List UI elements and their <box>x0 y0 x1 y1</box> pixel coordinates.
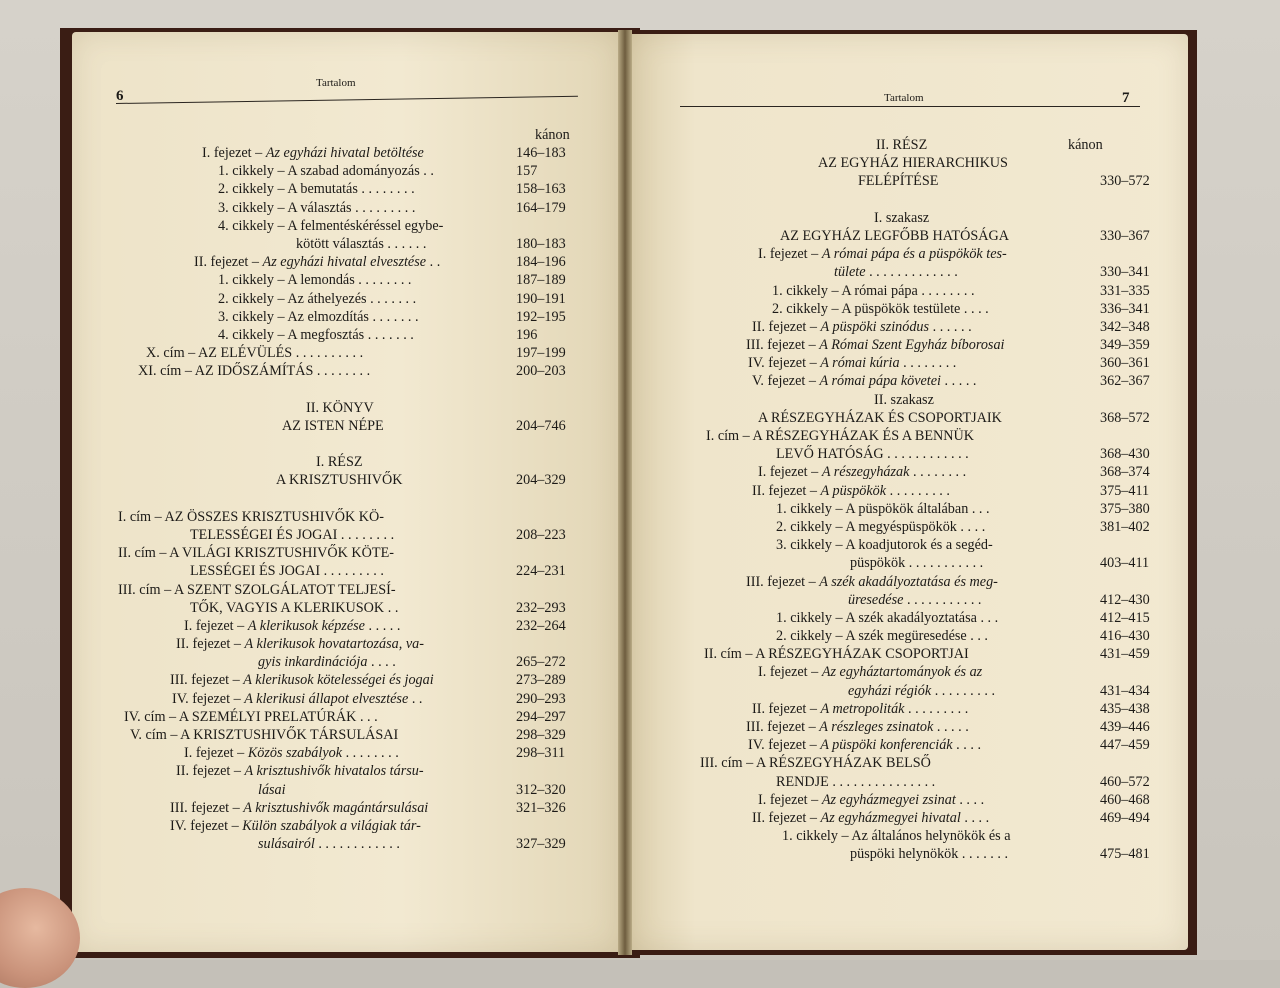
toc-entry-title <box>700 754 931 772</box>
toc-entry-title <box>758 409 1002 427</box>
toc-entry-segment: sulásairól <box>258 836 315 853</box>
toc-entry-title <box>776 445 969 463</box>
toc-row <box>0 791 1200 809</box>
toc-entry-segment: AZ ISTEN NÉPE <box>282 417 384 434</box>
toc-row <box>0 754 1200 772</box>
toc-entry-segment: püspökök . . . . . . . . . . . <box>850 555 984 572</box>
toc-entry-segment: tülete <box>834 264 866 281</box>
toc-entry-title <box>776 627 988 645</box>
toc-entry-segment: . . . . . . . . . . . . . <box>865 264 958 281</box>
toc-entry-canon: 321–326 <box>516 799 566 816</box>
toc-entry-title <box>776 609 998 627</box>
toc-entry-canon: 232–264 <box>516 617 566 634</box>
toc-entry-segment: 2. cikkely – A püspökök testülete . . . . <box>772 300 989 317</box>
toc-entry-segment: IV. fejezet – <box>170 817 243 834</box>
toc-entry-segment: püspöki helynökök . . . . . . . <box>850 846 1009 863</box>
toc-entry-canon: 403–411 <box>1100 555 1150 572</box>
toc-entry-segment: II. fejezet – <box>752 482 821 499</box>
toc-entry-canon: 439–446 <box>1100 719 1150 735</box>
toc-entry-canon: 362–367 <box>1100 373 1150 390</box>
toc-entry-segment: II. RÉSZ <box>876 137 928 153</box>
toc-entry-segment: A klerikusok kötelességei és jogai <box>243 672 434 689</box>
toc-entry-segment: I. fejezet – <box>758 664 822 681</box>
toc-entry-segment: egyházi régiók <box>848 682 932 699</box>
toc-row <box>0 518 1200 536</box>
toc-entry-segment: II. fejezet – <box>176 636 245 653</box>
toc-entry-segment: I. fejezet – <box>184 745 248 762</box>
toc-entry-segment: A részegyházak <box>821 464 910 481</box>
toc-entry-title <box>746 718 969 736</box>
toc-row <box>0 282 1200 300</box>
toc-entry-title <box>782 827 1011 845</box>
toc-entry-segment: TŐK, VAGYIS A KLERIKUSOK . . <box>190 599 399 616</box>
toc-row <box>0 663 1200 681</box>
toc-entry-canon: 349–359 <box>1100 337 1150 354</box>
toc-entry-segment: Az egyházi hivatal betöltése <box>265 145 424 161</box>
toc-entry-segment: Az egyháztartományok és az <box>821 664 983 681</box>
toc-entry-title <box>818 154 1008 172</box>
toc-row <box>0 809 1200 827</box>
toc-entry-canon: 381–402 <box>1100 518 1150 535</box>
toc-entry-canon: 164–179 <box>516 199 566 216</box>
toc-entry-segment: 1. cikkely – A szék akadályoztatása . . . <box>776 609 999 626</box>
toc-row <box>0 154 1200 172</box>
toc-entry-segment: II. fejezet – <box>176 763 245 780</box>
toc-entry-title <box>834 263 958 281</box>
toc-entry-title <box>850 554 983 572</box>
toc-entry-segment: A RÉSZEGYHÁZAK ÉS CSOPORTJAIK <box>758 409 1002 426</box>
toc-entry-segment: 3. cikkely – A koadjutorok és a segéd- <box>776 537 993 554</box>
toc-row <box>0 536 1200 554</box>
left-running-head: Tartalom <box>316 77 356 89</box>
toc-entry-title <box>858 172 938 190</box>
toc-entry-canon: 196 <box>516 326 538 343</box>
toc-entry-segment: gyis inkardinációja <box>258 654 368 671</box>
toc-entry-segment: Közös szabályok <box>247 745 343 762</box>
toc-entry-segment: Az egyházmegyei zsinat <box>821 791 956 808</box>
toc-entry-canon: 475–481 <box>1100 846 1150 863</box>
toc-row <box>0 336 1200 354</box>
toc-entry-title <box>758 245 1007 263</box>
toc-entry-canon: 375–380 <box>1100 500 1150 517</box>
toc-entry-canon: 330–367 <box>1100 227 1150 244</box>
toc-entry-segment: A püspöki szinódus <box>820 318 930 335</box>
toc-row <box>0 191 1200 209</box>
toc-entry-canon: 368–572 <box>1100 409 1150 426</box>
toc-row <box>0 209 1200 227</box>
toc-entry-canon: 184–196 <box>516 254 566 271</box>
toc-entry-segment: . . <box>426 254 441 271</box>
toc-entry-canon: 368–374 <box>1100 464 1150 481</box>
toc-entry-canon: 204–746 <box>516 417 566 434</box>
toc-entry-segment: Az egyházi hivatal elvesztése <box>262 254 427 271</box>
toc-entry-segment: III. cím – A RÉSZEGYHÁZAK BELSŐ <box>700 755 931 772</box>
toc-entry-segment: Külön szabályok a világiak tár- <box>242 817 421 834</box>
left-kanon-label: kánon <box>535 127 570 143</box>
toc-entry-segment: A Római Szent Egyház bíborosai <box>819 337 1005 354</box>
toc-entry-canon: 368–430 <box>1100 446 1150 463</box>
toc-entry-title <box>850 845 1008 863</box>
toc-entry-canon: 460–572 <box>1100 773 1150 790</box>
toc-entry-segment: I. fejezet – <box>758 464 822 481</box>
toc-entry-title <box>746 573 998 591</box>
toc-entry-segment: II. fejezet – <box>752 318 821 335</box>
toc-entry-segment: . . . . <box>952 737 981 754</box>
toc-entry-title <box>772 300 989 318</box>
toc-entry-canon: 331–335 <box>1100 282 1150 299</box>
toc-entry-segment: A püspökök <box>820 482 887 499</box>
toc-entry-canon: 469–494 <box>1100 809 1150 826</box>
toc-entry-canon: 460–468 <box>1100 791 1150 808</box>
toc-entry-title <box>704 645 969 663</box>
toc-entry-canon: 312–320 <box>516 781 566 798</box>
toc-entry-title <box>874 391 934 409</box>
toc-entry-title <box>748 736 981 754</box>
toc-entry-segment: A püspöki konferenciák <box>820 737 953 754</box>
toc-entry-segment: LEVŐ HATÓSÁG . . . . . . . . . . . . <box>776 446 969 463</box>
toc-entry-segment: lásai <box>258 781 286 798</box>
toc-entry-canon: 197–199 <box>516 345 566 362</box>
toc-entry-canon: 200–203 <box>516 363 566 380</box>
toc-entry-canon: 431–434 <box>1100 682 1150 699</box>
toc-entry-canon: 336–341 <box>1100 300 1150 317</box>
toc-entry-canon: 431–459 <box>1100 646 1150 663</box>
toc-row <box>0 827 1200 845</box>
toc-row <box>0 573 1200 591</box>
toc-entry-segment: XI. cím – AZ IDŐSZÁMÍTÁS . . . . . . . . <box>138 363 371 380</box>
toc-entry-segment: . . . . <box>367 654 396 671</box>
toc-row <box>0 463 1200 481</box>
toc-entry-canon: 416–430 <box>1100 628 1150 645</box>
toc-entry-title <box>780 227 1009 245</box>
toc-entry-canon: 298–329 <box>516 727 566 743</box>
toc-entry-segment: I. fejezet – <box>758 246 822 263</box>
toc-entry-segment: IV. cím – A SZEMÉLYI PRELATÚRÁK . . . <box>124 708 378 725</box>
toc-entry-segment: A krisztushivők magántársulásai <box>243 799 429 816</box>
toc-entry-segment: III. fejezet – <box>170 672 244 689</box>
toc-row <box>0 227 1200 245</box>
toc-entry-canon: 435–438 <box>1100 700 1150 717</box>
toc-entry-canon: 412–430 <box>1100 591 1150 608</box>
toc-entry-title <box>752 809 989 827</box>
toc-entry-segment: Az egyházmegyei hivatal <box>820 809 961 826</box>
toc-entry-canon: 146–183 <box>516 145 566 161</box>
toc-row <box>0 245 1200 263</box>
toc-entry-segment: I. szakasz <box>874 209 930 226</box>
toc-entry-segment: . . . . . <box>364 617 401 634</box>
toc-entry-segment: IV. fejezet – <box>748 355 821 372</box>
toc-entry-segment: 1. cikkely – Az általános helynökök és a <box>782 828 1011 845</box>
toc-entry-segment: II. fejezet – <box>194 254 263 271</box>
toc-entry-segment: I. cím – A RÉSZEGYHÁZAK ÉS A BENNÜK <box>706 428 974 444</box>
toc-entry-segment: 3. cikkely – Az elmozdítás . . . . . . . <box>218 308 419 325</box>
toc-entry-title <box>776 536 993 554</box>
toc-entry-title <box>776 500 990 518</box>
toc-entry-segment: AZ EGYHÁZ HIERARCHIKUS <box>818 155 1008 172</box>
toc-entry-canon: 375–411 <box>1100 482 1150 499</box>
toc-entry-segment: V. fejezet – <box>752 373 820 390</box>
toc-entry-segment: II. KÖNYV <box>306 399 374 416</box>
toc-entry-segment: A klerikusok hovatartozása, va- <box>244 636 424 653</box>
toc-entry-segment: A részleges zsinatok <box>819 719 934 735</box>
toc-entry-segment: A szék akadályoztatása és meg- <box>819 573 998 590</box>
toc-entry-title <box>752 372 976 390</box>
toc-row <box>0 609 1200 627</box>
toc-entry-segment: II. cím – A RÉSZEGYHÁZAK CSOPORTJAI <box>704 646 969 663</box>
toc-entry-segment: II. cím – A VILÁGI KRISZTUSHIVŐK KÖTE- <box>118 545 394 562</box>
right-running-head: Tartalom <box>884 92 924 104</box>
toc-entry-segment: 2. cikkely – A szék megüresedése . . . <box>776 628 988 645</box>
toc-entry-segment: A metropoliták <box>820 700 905 717</box>
toc-entry-title <box>772 282 975 300</box>
toc-row <box>0 427 1200 445</box>
toc-entry-segment: üresedése <box>848 591 904 608</box>
toc-entry-segment: II. szakasz <box>874 391 934 408</box>
toc-entry-title <box>848 591 981 609</box>
toc-entry-segment: . . . . . . . . . <box>931 682 995 699</box>
toc-entry-segment: 4. cikkely – A felmentéskéréssel egybe- <box>218 217 444 234</box>
toc-entry-title <box>752 318 972 336</box>
toc-entry-title <box>758 463 966 481</box>
toc-entry-segment: . . . . . . . . <box>899 355 957 372</box>
toc-entry-segment: V. cím – A KRISZTUSHIVŐK TÁRSULÁSAI <box>130 727 399 743</box>
toc-entry-canon: 158–163 <box>516 181 566 198</box>
toc-entry-title <box>706 427 974 445</box>
toc-entry-segment: I. RÉSZ <box>316 454 363 471</box>
toc-entry-title <box>776 773 935 791</box>
toc-entry-canon: 224–231 <box>516 563 566 580</box>
toc-entry-segment: RENDJE . . . . . . . . . . . . . . . <box>776 773 936 790</box>
toc-entry-segment: 1. cikkely – A római pápa . . . . . . . . <box>772 282 975 299</box>
toc-entry-segment: 1. cikkely – A lemondás . . . . . . . . <box>218 272 412 289</box>
toc-row <box>0 318 1200 336</box>
toc-row <box>0 682 1200 700</box>
toc-entry-title <box>874 209 929 227</box>
toc-entry-title <box>848 682 995 700</box>
toc-entry-segment: III. fejezet – <box>746 337 820 354</box>
toc-row <box>0 627 1200 645</box>
toc-entry-segment: . . . . . . . . <box>342 745 399 762</box>
toc-entry-canon: 273–289 <box>516 672 566 689</box>
toc-row <box>0 372 1200 390</box>
toc-row <box>0 736 1200 754</box>
toc-row <box>0 591 1200 609</box>
toc-entry-segment: I. cím – AZ ÖSSZES KRISZTUSHIVŐK KÖ- <box>118 508 385 525</box>
toc-entry-segment: A római pápa és a püspökök tes- <box>821 246 1007 263</box>
toc-entry-segment: FELÉPÍTÉSE <box>858 173 939 190</box>
toc-entry-segment: A krisztushivők hivatalos társu- <box>244 763 424 780</box>
toc-entry-segment: III. cím – A SZENT SZOLGÁLATOT TELJESÍ- <box>118 581 396 598</box>
toc-entry-title <box>876 136 927 154</box>
toc-row <box>0 645 1200 663</box>
right-header-rule <box>680 106 1140 107</box>
toc-row <box>0 263 1200 281</box>
toc-entry-segment: AZ EGYHÁZ LEGFŐBB HATÓSÁGA <box>780 227 1009 244</box>
toc-entry-canon: 330–341 <box>1100 264 1150 281</box>
toc-row <box>0 300 1200 318</box>
toc-entry-segment: A klerikusok képzése <box>247 617 365 634</box>
toc-entry-canon: 187–189 <box>516 272 566 289</box>
toc-entry-canon: 327–329 <box>516 836 566 853</box>
toc-row <box>0 354 1200 372</box>
left-page-number: 6 <box>116 88 124 104</box>
toc-entry-canon: 360–361 <box>1100 355 1150 372</box>
toc-entry-segment: . . <box>408 690 423 707</box>
toc-row <box>0 500 1200 518</box>
toc-entry-canon: 265–272 <box>516 654 566 671</box>
toc-entry-segment: I. fejezet – <box>202 145 266 161</box>
toc-entry-segment: I. fejezet – <box>758 791 822 808</box>
toc-entry-segment: . . . . . <box>941 373 977 390</box>
toc-entry-segment: II. fejezet – <box>752 700 821 717</box>
toc-entry-segment: X. cím – AZ ELÉVÜLÉS . . . . . . . . . . <box>146 345 364 362</box>
toc-entry-segment: 3. cikkely – A választás . . . . . . . . . <box>218 199 416 216</box>
toc-entry-segment: A KRISZTUSHIVŐK <box>276 472 403 489</box>
toc-entry-segment: . . . . . . <box>929 318 972 335</box>
toc-entry-canon: 330–572 <box>1100 173 1150 190</box>
right-page-number: 7 <box>1122 90 1130 106</box>
toc-entry-segment: III. fejezet – <box>746 573 820 590</box>
toc-entry-segment: A klerikusi állapot elvesztése <box>244 690 409 707</box>
toc-row <box>0 718 1200 736</box>
toc-entry-title <box>752 482 950 500</box>
toc-row <box>0 172 1200 190</box>
toc-entry-segment: 4. cikkely – A megfosztás . . . . . . . <box>218 326 414 343</box>
toc-entry-segment: . . . . . . . . <box>909 464 967 481</box>
toc-entry-canon: 342–348 <box>1100 318 1150 335</box>
toc-row <box>0 482 1200 500</box>
toc-entry-canon: 180–183 <box>516 235 566 252</box>
toc-row <box>0 136 1200 154</box>
toc-entry-canon: 157 <box>516 163 538 180</box>
toc-entry-segment: IV. fejezet – <box>172 690 245 707</box>
toc-row <box>0 409 1200 427</box>
toc-entry-segment: . . . . <box>960 809 990 826</box>
toc-entry-canon: 447–459 <box>1100 737 1150 754</box>
toc-entry-title <box>776 518 985 536</box>
toc-entry-title <box>758 791 984 809</box>
toc-entry-segment: A római pápa követei <box>819 373 941 390</box>
toc-entry-title <box>746 336 1005 354</box>
toc-entry-segment: 2. cikkely – A megyéspüspökök . . . . <box>776 518 986 535</box>
toc-entry-segment: 2. cikkely – A bemutatás . . . . . . . . <box>218 181 415 198</box>
toc-entry-canon: 190–191 <box>516 290 566 307</box>
toc-entry-segment: III. fejezet – <box>746 719 820 735</box>
toc-entry-title <box>748 354 956 372</box>
toc-entry-segment: 1. cikkely – A püspökök általában . . . <box>776 500 990 517</box>
toc-row <box>0 700 1200 718</box>
toc-entry-segment: . . . . . . . . . <box>904 700 969 717</box>
toc-entry-segment: TELESSÉGEI ÉS JOGAI . . . . . . . . <box>190 526 395 543</box>
toc-entry-canon: 412–415 <box>1100 609 1150 626</box>
toc-entry-segment: LESSÉGEI ÉS JOGAI . . . . . . . . . <box>190 563 384 580</box>
toc-entry-segment: . . . . . <box>933 719 969 735</box>
toc-entry-segment: III. fejezet – <box>170 799 244 816</box>
toc-entry-canon: 232–293 <box>516 599 566 616</box>
toc-entry-segment: . . . . . . . . . <box>886 482 950 499</box>
toc-entry-segment: IV. fejezet – <box>748 737 821 754</box>
toc-row <box>0 445 1200 463</box>
toc-row <box>0 554 1200 572</box>
toc-entry-canon: 208–223 <box>516 526 566 543</box>
toc-row <box>0 391 1200 409</box>
toc-entry-segment: 2. cikkely – Az áthelyezés . . . . . . . <box>218 290 417 307</box>
toc-entry-title <box>758 663 982 681</box>
right-toc <box>0 136 1200 864</box>
toc-row <box>0 773 1200 791</box>
toc-entry-segment: . . . . <box>955 791 985 808</box>
toc-entry-segment: kötött választás . . . . . . <box>296 235 427 252</box>
toc-row <box>0 845 1200 863</box>
toc-entry-segment: II. fejezet – <box>752 809 821 826</box>
toc-entry-segment: 1. cikkely – A szabad adományozás . . <box>218 163 434 180</box>
toc-entry-segment: A római kúria <box>820 355 900 372</box>
toc-entry-title <box>752 700 968 718</box>
toc-entry-canon: kánon <box>1068 137 1103 153</box>
toc-entry-segment: I. fejezet – <box>184 617 248 634</box>
toc-entry-canon: 204–329 <box>516 472 566 489</box>
toc-entry-canon: 298–311 <box>516 745 566 762</box>
toc-entry-segment: . . . . . . . . . . . <box>903 591 982 608</box>
toc-entry-canon: 290–293 <box>516 690 566 707</box>
toc-entry-canon: 192–195 <box>516 308 566 325</box>
toc-entry-segment: . . . . . . . . . . . . <box>314 836 400 853</box>
toc-entry-canon: 294–297 <box>516 708 566 725</box>
